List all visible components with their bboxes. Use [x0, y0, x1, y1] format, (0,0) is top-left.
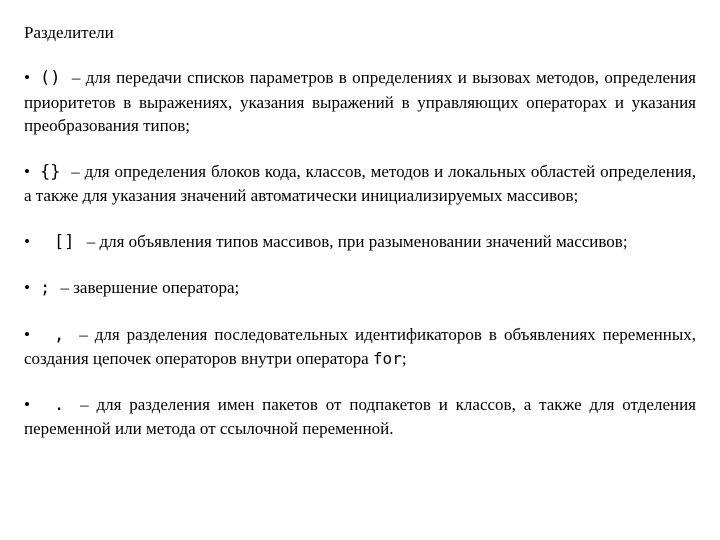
- bullet: •: [24, 324, 30, 344]
- symbol-braces: {}: [39, 161, 61, 182]
- bullet: •: [24, 394, 30, 414]
- symbol-dot: .: [53, 394, 65, 415]
- bullet: •: [24, 231, 30, 251]
- item-text: – для разделения последовательных идентификаторов в объявлениях переменных, создания цепочек операторов внутри оператора: [24, 324, 696, 368]
- bullet: •: [24, 161, 30, 181]
- symbol-comma: ,: [53, 324, 65, 345]
- item-text: – завершение оператора;: [60, 278, 240, 297]
- document-page: [24, 22, 696, 463]
- page-title: Разделители: [24, 23, 114, 42]
- list-item-braces: [24, 160, 696, 208]
- bullet: •: [24, 68, 30, 87]
- item-text: – для передачи списков параметров в определениях и вызовах методов, определения приоритетов в выражениях, указания выражений в управляющих операторах и указания преобразования типов;: [24, 68, 697, 135]
- list-item-brackets: [24, 230, 696, 255]
- code-keyword-for: for: [372, 349, 402, 368]
- item-text: – для разделения имен пакетов от подпакетов и классов, а также для отделения переменной или метода от ссылочной переменной.: [24, 394, 697, 438]
- symbol-brackets: []: [53, 231, 75, 252]
- item-text-tail: ;: [401, 349, 407, 368]
- bullet: •: [24, 278, 30, 297]
- list-item-parentheses: [24, 66, 696, 138]
- symbol-parentheses: (): [39, 68, 61, 88]
- item-text: – для определения блоков кода, классов, методов и локальных областей определения, а также для указания значений автоматически инициализируемых массивов;: [24, 161, 697, 205]
- item-text: – для объявления типов массивов, при разыменовании значений массивов;: [86, 231, 628, 251]
- list-item-semicolon: [24, 276, 696, 301]
- list-item-comma: [24, 323, 696, 371]
- list-item-dot: [24, 393, 696, 441]
- symbol-semicolon: ;: [39, 278, 51, 298]
